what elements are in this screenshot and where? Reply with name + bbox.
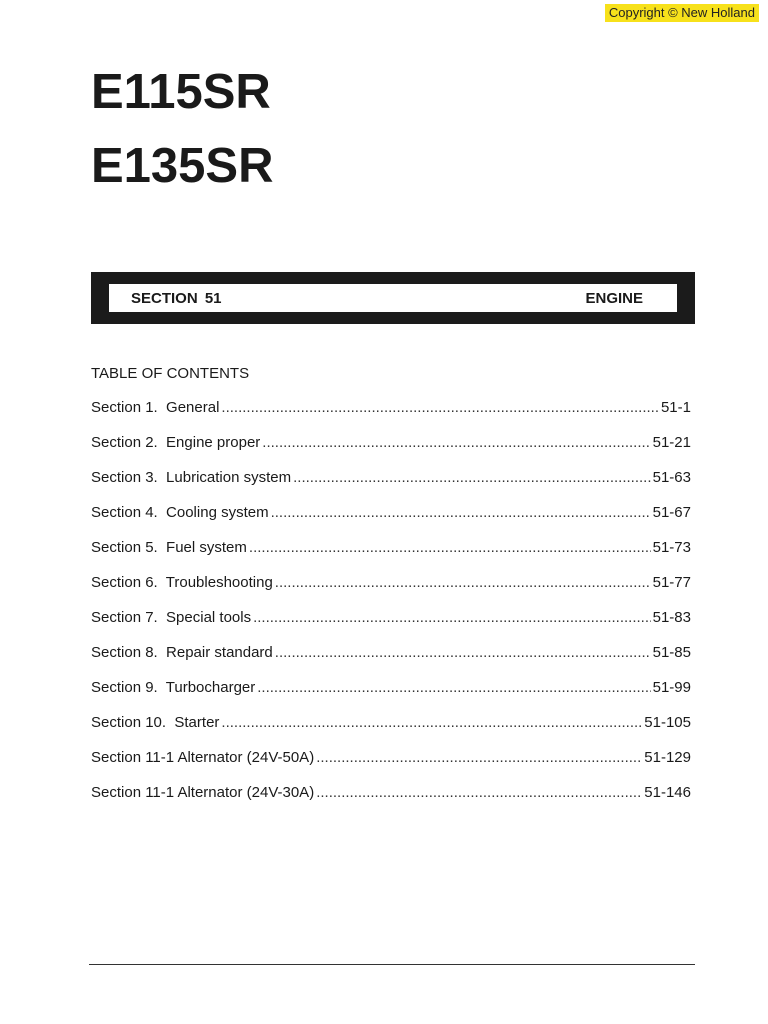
model-title-1: E115SR — [91, 65, 271, 119]
toc-entry-page: 51-63 — [652, 469, 691, 486]
toc-leader-dots — [316, 784, 642, 801]
toc-entry-title: Section 2. Engine proper — [91, 434, 261, 451]
toc-leader-dots — [257, 679, 650, 696]
toc-entry-page: 51-21 — [652, 434, 691, 451]
toc-leader-dots — [275, 644, 651, 661]
section-number: SECTION 51 — [131, 289, 222, 307]
toc-entry-title: Section 11-1 Alternator (24V-30A) — [91, 784, 315, 801]
toc-entry-page: 51-77 — [652, 574, 691, 591]
table-of-contents — [91, 399, 691, 819]
footer-divider — [89, 964, 695, 965]
toc-entry[interactable] — [91, 679, 691, 714]
toc-leader-dots — [262, 434, 650, 451]
toc-entry[interactable] — [91, 609, 691, 644]
toc-entry-title: Section 6. Troubleshooting — [91, 574, 273, 591]
toc-entry[interactable] — [91, 749, 691, 784]
toc-entry-title: Section 8. Repair standard — [91, 644, 273, 661]
toc-entry-page: 51-67 — [652, 504, 691, 521]
section-header-inner — [109, 284, 677, 312]
toc-entry[interactable] — [91, 644, 691, 679]
toc-entry-title: Section 1. General — [91, 399, 220, 416]
toc-leader-dots — [249, 539, 651, 556]
toc-entry-title: Section 9. Turbocharger — [91, 679, 256, 696]
toc-entry[interactable] — [91, 399, 691, 434]
toc-leader-dots — [293, 469, 651, 486]
toc-entry-title: Section 5. Fuel system — [91, 539, 247, 556]
toc-leader-dots — [221, 714, 642, 731]
toc-entry-page: 51-1 — [660, 399, 691, 416]
toc-entry[interactable] — [91, 469, 691, 504]
toc-entry-page: 51-105 — [644, 714, 691, 731]
section-header-box — [91, 272, 695, 324]
toc-entry-title: Section 10. Starter — [91, 714, 220, 731]
copyright-label: Copyright © New Holland — [605, 4, 759, 22]
toc-entry[interactable] — [91, 574, 691, 609]
toc-entry-title: Section 7. Special tools — [91, 609, 252, 626]
toc-entry-title: Section 3. Lubrication system — [91, 469, 292, 486]
toc-entry[interactable] — [91, 784, 691, 819]
toc-entry[interactable] — [91, 434, 691, 469]
toc-leader-dots — [221, 399, 659, 416]
toc-entry[interactable] — [91, 504, 691, 539]
toc-entry-page: 51-129 — [644, 749, 691, 766]
toc-entry[interactable] — [91, 714, 691, 749]
toc-entry-page: 51-99 — [652, 679, 691, 696]
toc-leader-dots — [275, 574, 651, 591]
toc-entry-page: 51-83 — [652, 609, 691, 626]
section-name: ENGINE — [585, 289, 643, 307]
toc-leader-dots — [316, 749, 642, 766]
model-title-2: E135SR — [91, 139, 274, 193]
toc-entry-page: 51-85 — [652, 644, 691, 661]
toc-heading: TABLE OF CONTENTS — [91, 365, 250, 382]
toc-entry[interactable] — [91, 539, 691, 574]
toc-leader-dots — [271, 504, 651, 521]
toc-entry-page: 51-146 — [644, 784, 691, 801]
toc-entry-page: 51-73 — [652, 539, 691, 556]
toc-leader-dots — [253, 609, 651, 626]
toc-entry-title: Section 11-1 Alternator (24V-50A) — [91, 749, 315, 766]
toc-entry-title: Section 4. Cooling system — [91, 504, 269, 521]
